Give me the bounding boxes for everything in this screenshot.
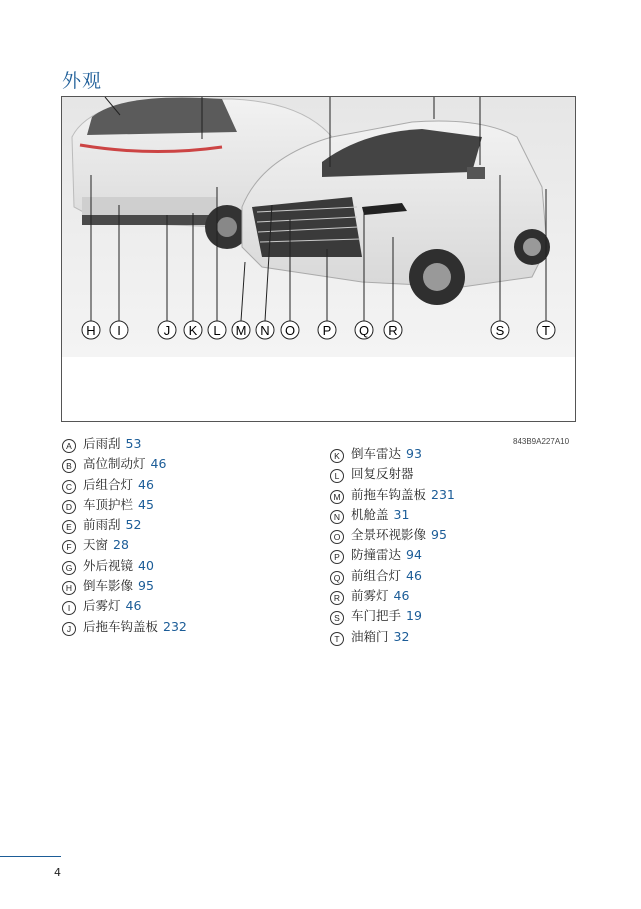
legend-label: 后雾灯 — [83, 598, 121, 614]
legend-label: 前拖车钩盖板 — [351, 486, 427, 502]
legend-letter-circle: N — [330, 510, 344, 524]
legend-label: 前组合灯 — [351, 567, 402, 583]
legend-label: 全景环视影像 — [351, 527, 427, 543]
legend-item — [330, 525, 455, 545]
legend-item — [330, 566, 455, 586]
page-reference: 46 — [138, 476, 154, 492]
legend-left-column — [62, 434, 187, 637]
page-reference: 31 — [393, 506, 410, 522]
callout-M — [232, 321, 250, 339]
callout-letter: N — [260, 323, 270, 338]
legend-item — [62, 434, 187, 454]
callout-letter: I — [117, 323, 121, 338]
legend-item — [330, 627, 455, 647]
legend-letter-circle: S — [330, 611, 344, 625]
legend-letter-circle: I — [62, 601, 76, 615]
legend-label: 回复反射器 — [351, 466, 414, 482]
page-reference: 95 — [138, 578, 154, 594]
legend-letter-circle: C — [62, 480, 76, 494]
callout-I — [110, 321, 128, 339]
legend-label: 车顶护栏 — [83, 496, 134, 512]
legend-label: 后拖车钩盖板 — [83, 618, 159, 634]
legend-label: 前雾灯 — [351, 588, 389, 604]
page-reference: 46 — [150, 456, 167, 472]
page-reference: 46 — [406, 567, 422, 583]
legend-item — [62, 535, 187, 555]
legend-item — [330, 545, 455, 565]
legend-letter-circle: Q — [330, 571, 344, 585]
callout-K — [184, 321, 202, 339]
legend-item — [62, 556, 187, 576]
legend-item — [62, 454, 187, 474]
legend-label: 油箱门 — [351, 628, 389, 644]
legend-right-column — [330, 444, 455, 647]
legend-item — [62, 495, 187, 515]
legend-item — [62, 596, 187, 616]
page-reference: 95 — [431, 527, 447, 543]
callout-O — [281, 321, 299, 339]
callout-letter: L — [213, 323, 221, 338]
legend-label: 前雨刮 — [83, 517, 121, 533]
callout-H — [82, 321, 100, 339]
legend-label: 倒车雷达 — [351, 446, 402, 461]
callout-Q — [355, 321, 373, 339]
legend-letter-circle: F — [62, 540, 76, 554]
vehicle-exterior-figure — [61, 96, 576, 422]
callout-letter: P — [322, 323, 332, 338]
legend-item — [62, 617, 187, 637]
legend-label: 高位制动灯 — [83, 456, 146, 472]
legend-letter-circle: P — [330, 550, 344, 564]
legend-letter-circle: O — [330, 530, 344, 544]
callout-P — [318, 321, 336, 339]
page-reference: 231 — [431, 486, 455, 502]
legend-label: 外后视镜 — [83, 557, 134, 573]
page-title: 外观 — [62, 70, 103, 92]
page-reference: 28 — [113, 537, 129, 553]
page-reference: 53 — [125, 436, 142, 451]
callout-letter: M — [235, 323, 247, 338]
legend-item — [330, 606, 455, 626]
legend-letter-circle: G — [62, 561, 76, 575]
page-reference: 46 — [125, 598, 142, 614]
callout-letter: O — [284, 323, 296, 338]
page-reference: 32 — [393, 628, 410, 644]
page-reference: 19 — [406, 608, 422, 624]
callout-N — [256, 321, 274, 339]
legend-item — [62, 576, 187, 596]
callout-letter: J — [163, 323, 171, 338]
legend-item — [330, 586, 455, 606]
figure-code: 843B9A227A10 — [513, 437, 570, 446]
vehicle-photo-illustration — [62, 97, 575, 357]
page-number: 4 — [54, 866, 61, 879]
legend-item — [330, 485, 455, 505]
legend-letter-circle: J — [62, 622, 76, 636]
legend-label: 后雨刮 — [83, 436, 121, 451]
legend-label: 车门把手 — [351, 608, 402, 624]
legend-letter-circle: H — [62, 581, 76, 595]
callout-L — [208, 321, 226, 339]
legend-label: 机舱盖 — [351, 506, 389, 522]
callout-letter: T — [542, 323, 550, 338]
legend-item — [330, 505, 455, 525]
page-reference: 52 — [125, 517, 142, 533]
legend-item — [62, 515, 187, 535]
legend-letter-circle: B — [62, 459, 76, 473]
page-reference: 232 — [163, 618, 187, 634]
page-reference: 93 — [406, 446, 422, 461]
page-reference: 40 — [138, 557, 154, 573]
callout-J — [158, 321, 176, 339]
legend-item — [330, 444, 455, 464]
callout-S — [491, 321, 509, 339]
callout-letter: S — [495, 323, 505, 338]
legend-letter-circle: D — [62, 500, 76, 514]
legend-letter-circle: T — [330, 632, 344, 646]
legend-label: 倒车影像 — [83, 578, 134, 594]
callout-R — [384, 321, 402, 339]
legend-label: 后组合灯 — [83, 476, 134, 492]
callout-letter: K — [188, 323, 198, 338]
page-reference: 46 — [393, 588, 410, 604]
legend-letter-circle: K — [330, 449, 344, 463]
callout-T — [537, 321, 555, 339]
legend-letter-circle: L — [330, 469, 344, 483]
legend-letter-circle: R — [330, 591, 344, 605]
callout-letter: R — [388, 323, 398, 338]
legend-item — [62, 475, 187, 495]
page-reference: 94 — [406, 547, 422, 563]
legend-letter-circle: A — [62, 439, 76, 453]
legend-letter-circle: E — [62, 520, 76, 534]
page-reference: 45 — [138, 496, 154, 512]
callout-letter: H — [86, 323, 96, 338]
callout-letter: Q — [358, 323, 370, 338]
legend-item — [330, 464, 455, 484]
legend-label: 天窗 — [83, 537, 109, 553]
legend-letter-circle: M — [330, 490, 344, 504]
legend-label: 防撞雷达 — [351, 547, 402, 563]
footer-rule — [0, 856, 61, 857]
